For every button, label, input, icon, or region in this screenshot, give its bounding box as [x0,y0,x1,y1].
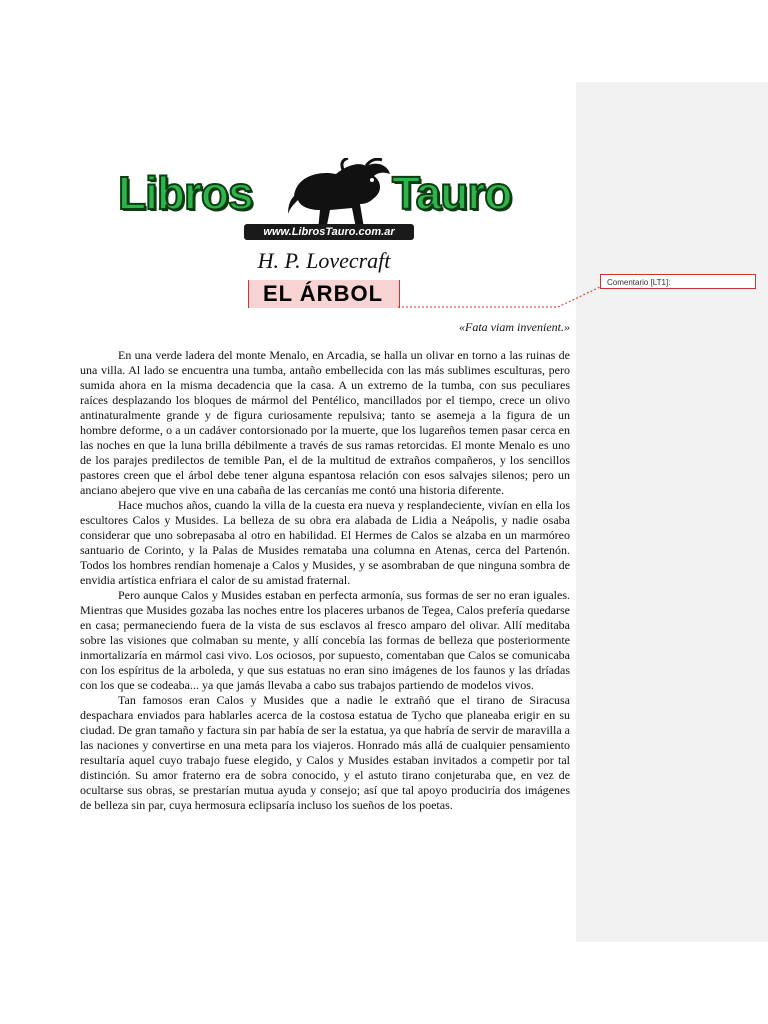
bull-icon [286,158,396,234]
paragraph: Pero aunque Calos y Musides estaban en perfecta armonía, sus formas de ser no eran iguales. Mientras que Musides gozaba las noches entre los placeres urbanos de Tegea, Calos prefería quedarse en casa; permaneciendo fuera de la vista de sus esclavos al fresco amparo del olivar. Allí meditaba sobre las visiones que colmaban su mente, y allí concebía las formas de belleza que posteriormente inmortalizaría en mármol casi vivo. Los ociosos, por supuesto, comentaban que Calos se comunicaba con los espíritus de la arboleda, y que sus estatuas no eran sino imágenes de los faunos y las dríadas con los que se codeaba... ya que jamás llevaba a cabo sus trabajos partiendo de modelos vivos. [80,588,570,692]
comment-connector-line [398,280,600,308]
comment-margin-pane [576,82,768,942]
paragraph: Tan famosos eran Calos y Musides que a nadie le extrañó que el tirano de Siracusa despachara enviados para hablarles acerca de la costosa estatua de Tycho que planeaba erigir en su ciudad. De gran tamaño y factura sin par había de ser la estatua, ya que habría de servir de maravilla a las naciones y convertirse en una meta para los viajeros. Honrado más allá de cualquier pensamiento resultaría aquel cuyo trabajo fuese elegido, y Calos y Musides estaban invitados a competir por tal distinción. Su amor fraterno era de sobra conocido, y el astuto tirano conjeturaba que, en vez de ocultarse sus obras, se prestarían mutua ayuda y consejo; así que tal apoyo produciría dos imágenes de belleza sin par, cuya hermosura eclipsaría incluso los sueños de los poetas. [80,693,570,812]
paragraph: En una verde ladera del monte Menalo, en Arcadia, se halla un olivar en torno a las ruinas de una villa. Al lado se encuentra una tumba, antaño embellecida con las más sublimes esculturas, pero sumida ahora en la misma decadencia que la casa. A un extremo de la tumba, con sus peculiares raíces desplazando los bloques de mármol del Pentélico, mancillados por el tiempo, crece un olivo antinaturalmente grande y de figura curiosamente repulsiva; tanto se asemeja a la figura de un hombre deforme, o a un cadáver contorsionado por la muerte, que los lugareños temen pasar cerca en las noches en que la luna brilla débilmente a través de sus ramas retorcidas. El monte Menalo es uno de los parajes predilectos de temible Pan, el de la multitud de extraños compañeros, y los sencillos pastores creen que el árbol debe tener alguna espantosa relación con esos salvajes silenos; pero un anciano abejero que vive en una cabaña de las cercanías me contó una historia diferente. [80,348,570,497]
epigraph: «Fata viam invenient.» [459,320,570,334]
libros-tauro-logo [118,158,530,242]
body-text [80,348,570,813]
paragraph: Hace muchos años, cuando la villa de la cuesta era nueva y resplandeciente, vivían en ella los escultores Calos y Musides. La belleza de su obra era alabada de Lidia a Neápolis, y nadie osaba considerar que uno sobrepasaba al otro en habilidad. El Hermes de Calos se alzaba en un marmóreo santuario de Corinto, y la Palas de Musides remataba una columna en Atenas, cerca del Partenón. Todos los hombres rendían homenaje a Calos y Musides, y se asombraban de que ninguna sombra de envidia artística enfriara el calor de su amistad fraternal. [80,498,570,587]
document-title: EL ÁRBOL [262,281,384,306]
logo-word-tauro: Tauro [392,167,512,219]
logo-url: www.LibrosTauro.com.ar [244,224,414,240]
comment-balloon[interactable]: Comentario [LT1]: [600,274,756,289]
author-name: H. P. Lovecraft [257,248,391,273]
logo-word-libros: Libros [118,167,253,219]
